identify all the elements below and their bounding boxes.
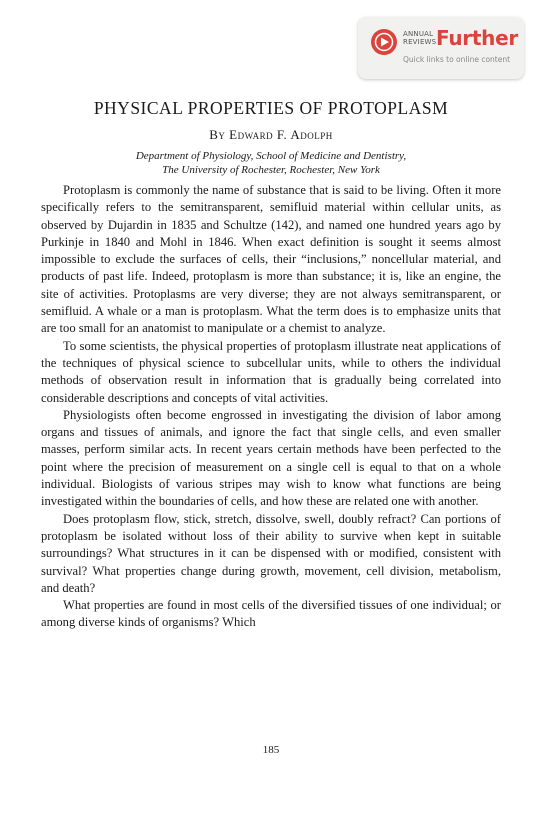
further-badge[interactable]: [358, 17, 524, 79]
play-arrow-icon: [371, 29, 397, 55]
badge-subtitle: Quick links to online content: [403, 55, 511, 64]
paragraph: Physiologists often become engrossed in investigating the division of labor among organs and tissues of animals, and ignore the fact that single cells, and even smaller masses, perform similar acts. In recent years certain methods have been perfected to the point where the precision of measurement on a single cell is equal to that on a whole individual. Biologists of various stripes may wish to know what functions are being investigated within the boundaries of cells, and how these are related one with another.: [41, 407, 501, 509]
article-title: PHYSICAL PROPERTIES OF PROTOPLASM: [93, 98, 449, 118]
badge-reviews-text: REVIEWS: [403, 38, 437, 46]
paragraph: To some scientists, the physical properties of protoplasm illustrate neat applications of the techniques of physical science to subcellular units, while to others the individual methods of observation result in information that is gradually being correlated into considerable descriptions and concepts of vital activities.: [41, 338, 501, 405]
affiliation-line-2: The University of Rochester, Rochester, New York: [162, 164, 380, 176]
affiliation-line-1: Department of Physiology, School of Medicine and Dentistry,: [135, 150, 407, 162]
article-body: [41, 182, 501, 632]
annual-reviews-logo: [403, 30, 436, 46]
paragraph: Protoplasm is commonly the name of substance that is said to be living. Often it more specifically refers to the semitransparent, semifluid material within cellular units, as observed by Dujardin in 1835 and Schultze (142), and named one hundred years ago by Purkinje in 1840 and Mohl in 1846. When exact definition is sought it seems almost impossible to exclude the surfaces of cells, their “inclusions,” noncellular material, and products of past life. Indeed, protoplasm is more than substance; it is, like an engine, the site of activities. Protoplasms are very diverse; they are not always semitransparent, or semifluid. A whale or a man is protoplasm. What the term does is to emphasize units that are too small for an anatomist to manipulate or a chemist to analyze.: [41, 183, 501, 336]
page-number: 185: [262, 744, 280, 756]
paragraph: Does protoplasm flow, stick, stretch, dissolve, swell, doubly refract? Can portions of protoplasm be isolated without loss of their ability to survive when kept in suitable surroundings? What structures in it can be dispensed with or modified, consistent with survival? What properties change during growth, movement, cell division, metabolism, and death?: [41, 511, 501, 595]
badge-annual-text: ANNUAL: [403, 30, 434, 38]
article-author: By Edward F. Adolph: [209, 127, 333, 142]
badge-further-text: Further: [436, 26, 518, 50]
paragraph: What properties are found in most cells of the diversified tissues of one individual; or among diverse kinds of organisms? Which: [41, 598, 501, 630]
